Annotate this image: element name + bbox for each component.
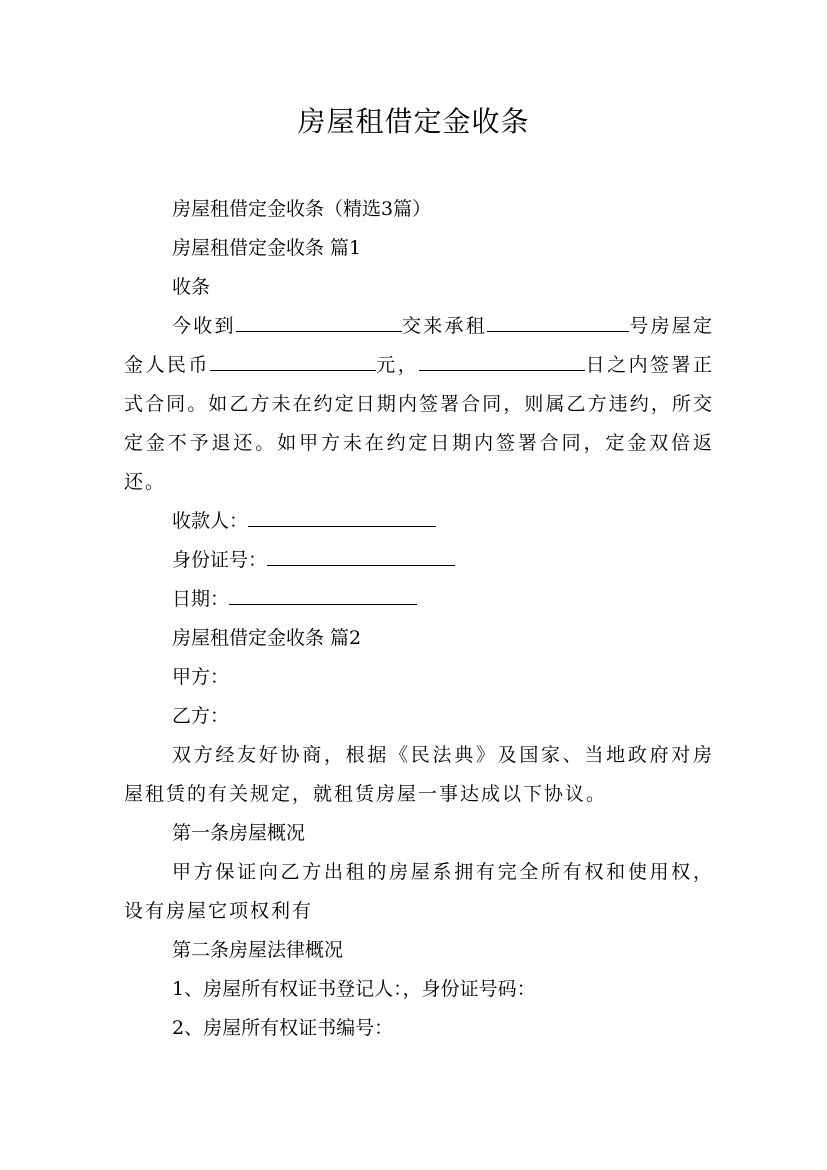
article2-item-2: 2、房屋所有权证书编号： xyxy=(172,1017,394,1039)
receipt-text-c: 号房屋定金人民币 xyxy=(124,315,714,376)
article1-title: 第一条房屋概况 xyxy=(172,822,306,844)
receipt-text-a: 今收到 xyxy=(172,315,236,337)
amount-blank xyxy=(210,352,376,371)
date-label: 日期： xyxy=(172,588,230,610)
id-number-line xyxy=(124,541,714,580)
article2-title: 第二条房屋法律概况 xyxy=(172,939,344,961)
house-number-blank xyxy=(487,313,629,332)
receipt-body-paragraph xyxy=(124,307,714,502)
receipt-text-d: 元， xyxy=(375,354,420,376)
payee-line xyxy=(124,502,714,541)
preamble-paragraph: 双方经友好协商，根据《民法典》及国家、当地政府对房屋租赁的有关规定，就租赁房屋一事达成以下协议。 xyxy=(124,744,714,805)
part1-heading: 房屋租借定金收条 篇1 xyxy=(172,237,362,259)
receipt-label: 收条 xyxy=(172,276,211,298)
payee-label: 收款人： xyxy=(172,510,249,532)
date-line xyxy=(124,580,714,619)
article2-item-1: 1、房屋所有权证书登记人：，身份证号码： xyxy=(172,978,536,1000)
id-number-blank xyxy=(267,547,455,566)
party-a-line: 甲方： xyxy=(172,666,230,688)
deadline-date-blank xyxy=(419,352,585,371)
receipt-text-b: 交来承租 xyxy=(401,315,487,337)
receipt-text-e: 日之内签署正式合同。如乙方未在约定日期内签署合同，则属乙方违约，所交定金不予退还。如甲方未在约定日期内签署合同，定金双倍返还。 xyxy=(124,354,714,493)
intro-line: 房屋租借定金收条（精选3篇） xyxy=(172,198,432,220)
date-blank xyxy=(229,586,417,605)
document-body xyxy=(124,190,714,1048)
part2-heading: 房屋租借定金收条 篇2 xyxy=(172,627,362,649)
payer-name-blank xyxy=(236,313,402,332)
party-b-line: 乙方： xyxy=(172,705,230,727)
article1-body: 甲方保证向乙方出租的房屋系拥有完全所有权和使用权，设有房屋它项权利有 xyxy=(124,861,714,922)
payee-blank xyxy=(248,508,436,527)
document-title: 房屋租借定金收条 xyxy=(297,105,530,138)
id-number-label: 身份证号： xyxy=(172,549,268,571)
